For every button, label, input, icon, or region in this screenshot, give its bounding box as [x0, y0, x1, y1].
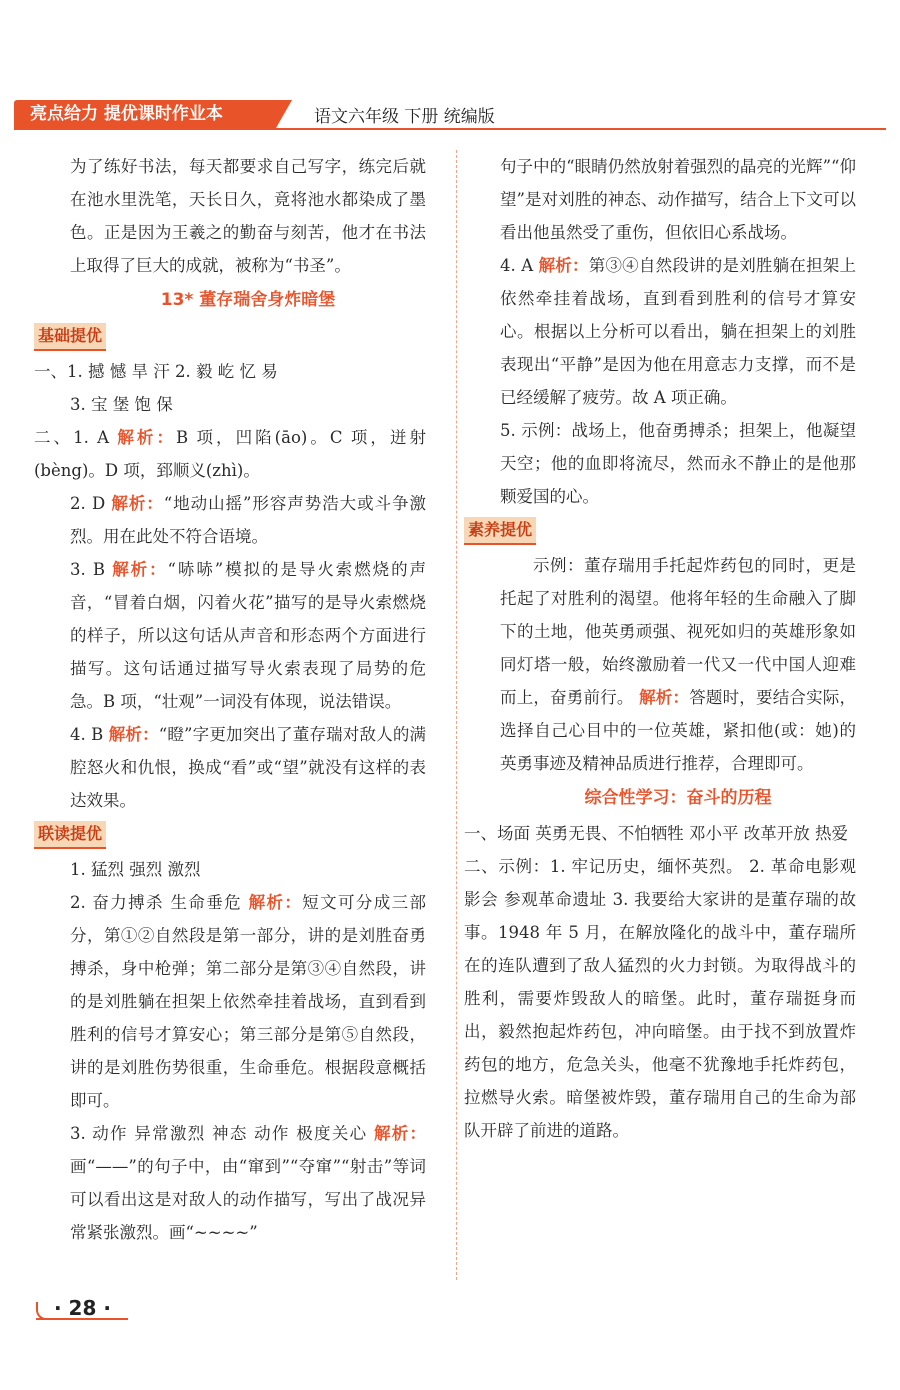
answer-label: 4. A: [500, 256, 539, 275]
book-info: 语文六年级 下册 统编版: [314, 107, 495, 127]
analysis-label: 解析：: [248, 893, 303, 912]
continued-analysis: 句子中的“眼睛仍然放射着强烈的晶亮的光辉”“仰望”是对刘胜的神态、动作描写，结合上下文可以看出他虽然受了重伤，但依旧心系战场。: [500, 157, 856, 242]
section-tag-basic: 基础提优: [34, 323, 106, 351]
right-column: [464, 150, 857, 1147]
comprehensive-title: 综合性学习：奋斗的历程: [584, 788, 772, 808]
analysis-text: “瞪”字更加突出了董存瑞对敌人的满腔怒火和仇恨，换成“看”或“望”就没有这样的表达效果。: [70, 725, 427, 810]
analysis-text: B 项，凹陷(āo)。C 项，迸射(bèng)。D 项，郅顺义(zhì)。: [34, 428, 427, 480]
analysis-text: 第③④自然段讲的是刘胜躺在担架上依然牵挂着战场，直到看到胜利的信号才算安心。根据以上分析可以看出，躺在担架上的刘胜表现出“平静”是因为他在用意志力支撑，而不是已经缓解了疲劳。故 A 项正确。: [500, 256, 857, 407]
analysis-text: “哧哧”模拟的是导火索燃烧的声音，“冒着白烟，闪着火花”描写的是导火索燃烧的样子，所以这句话从声音和形态两个方面进行描写。这句话通过描写导火索表现了局势的危急。B 项，“壮观”一词没有体现，说法错误。: [70, 560, 427, 711]
analysis-text: 答题时，要结合实际，选择自己心目中的一位英雄，紧扣他(或：她)的英勇事迹及精神品质进行推荐，合理即可。: [500, 688, 857, 773]
analysis-label: 解析：: [639, 688, 690, 707]
analysis-label: 解析：: [538, 256, 589, 275]
answer-2-3: [70, 553, 426, 718]
header-rule: [14, 128, 886, 130]
comprehensive-answer-2: 二、示例：1. 牢记历史，缅怀英烈。 2. 革命电影观影会 参观革命遗址 3. 我要给大家讲的是董存瑞的故事。1948 年 5 月，在解放隆化的战斗中，董存瑞所在的连队遭到了敌人猛烈的火力封锁。为取得战斗的胜利，需要炸毁敌人的暗堡。此时，董存瑞挺身而出，毅然抱起炸药包，冲向暗堡。由于找不到放置炸药包的地方，危急关头，他毫不犹豫地手托炸药包，拉燃导火索。暗堡被炸毁，董存瑞用自己的生命为部队开辟了前进的道路。: [464, 857, 856, 1140]
sample-text: 示例：董存瑞用手托起炸药包的同时，更是托起了对胜利的渴望。他将年轻的生命融入了脚下的土地，他英勇顽强、视死如归的英雄形象如同灯塔一般，始终激励着一代又一代中国人迎难而上，奋勇前行。: [500, 556, 856, 707]
analysis-label: 解析：: [108, 725, 159, 744]
analysis-label: 解析：: [112, 560, 168, 579]
analysis-text: “地动山摇”形容声势浩大或斗争激烈。用在此处不符合语境。: [70, 494, 427, 546]
analysis-text: 画“——”的句子中，由“窜到”“夺窜”“射击”等词可以看出这是对敌人的动作描写，写出了战况异常紧张激烈。画“~~~~”: [70, 1157, 426, 1242]
answer-label: 3. 动作 异常激烈 神态 动作 极度关心: [70, 1124, 374, 1143]
answer-2-2: [70, 487, 426, 553]
section-tag-reading: 联读提优: [34, 821, 106, 849]
answer-label: 2. D: [70, 494, 112, 513]
reading-answer-2: [70, 886, 426, 1117]
reading-answer-4: [500, 249, 856, 414]
analysis-label: 解析：: [111, 494, 164, 513]
analysis-label: 解析：: [117, 428, 177, 447]
brand-tab-corner: [276, 100, 292, 128]
column-divider: [456, 150, 457, 1280]
answer-1-line1: 一、1. 撼 憾 旱 汗 2. 毅 屹 忆 易: [34, 362, 278, 381]
answer-1-line2: 3. 宝 堡 饱 保: [70, 395, 173, 414]
reading-answer-1: 1. 猛烈 强烈 激烈: [70, 860, 201, 879]
answer-label: 3. B: [70, 560, 113, 579]
analysis-text: 短文可分成三部分，第①②自然段是第一部分，讲的是刘胜奋勇搏杀，身中枪弹；第二部分是第③④自然段，讲的是刘胜躺在担架上依然牵挂着战场，直到看到胜利的信号才算安心；第三部分是第⑤自然段，讲的是刘胜伤势很重，生命垂危。根据段意概括即可。: [70, 893, 427, 1110]
series-brand: 亮点给力 提优课时作业本: [14, 100, 276, 128]
answer-label: 二、1. A: [34, 428, 118, 447]
page-number: · 28 ·: [54, 1296, 111, 1320]
reading-answer-5: 5. 示例：战场上，他奋勇搏杀；担架上，他凝望天空；他的血即将流尽，然而永不静止的是他那颗爱国的心。: [500, 421, 856, 506]
lesson-title: 13* 董存瑞舍身炸暗堡: [160, 290, 336, 310]
page-header: [14, 100, 886, 132]
section-tag-quality: 素养提优: [464, 517, 536, 545]
comprehensive-answer-1: 一、场面 英勇无畏、不怕牺牲 邓小平 改革开放 热爱: [464, 824, 848, 843]
left-column: [34, 150, 427, 1249]
analysis-label: 解析：: [373, 1124, 427, 1143]
answer-label: 4. B: [70, 725, 109, 744]
answer-label: 2. 奋力搏杀 生命垂危: [70, 893, 249, 912]
intro-paragraph: 为了练好书法，每天都要求自己写字，练完后就在池水里洗笔，天长日久，竟将池水都染成了墨色。正是因为王羲之的勤奋与刻苦，他才在书法上取得了巨大的成就，被称为“书圣”。: [70, 157, 426, 275]
quality-answer: [500, 549, 856, 780]
answer-2-1: [34, 421, 426, 487]
answer-2-4: [70, 718, 426, 817]
reading-answer-3: [70, 1117, 426, 1249]
